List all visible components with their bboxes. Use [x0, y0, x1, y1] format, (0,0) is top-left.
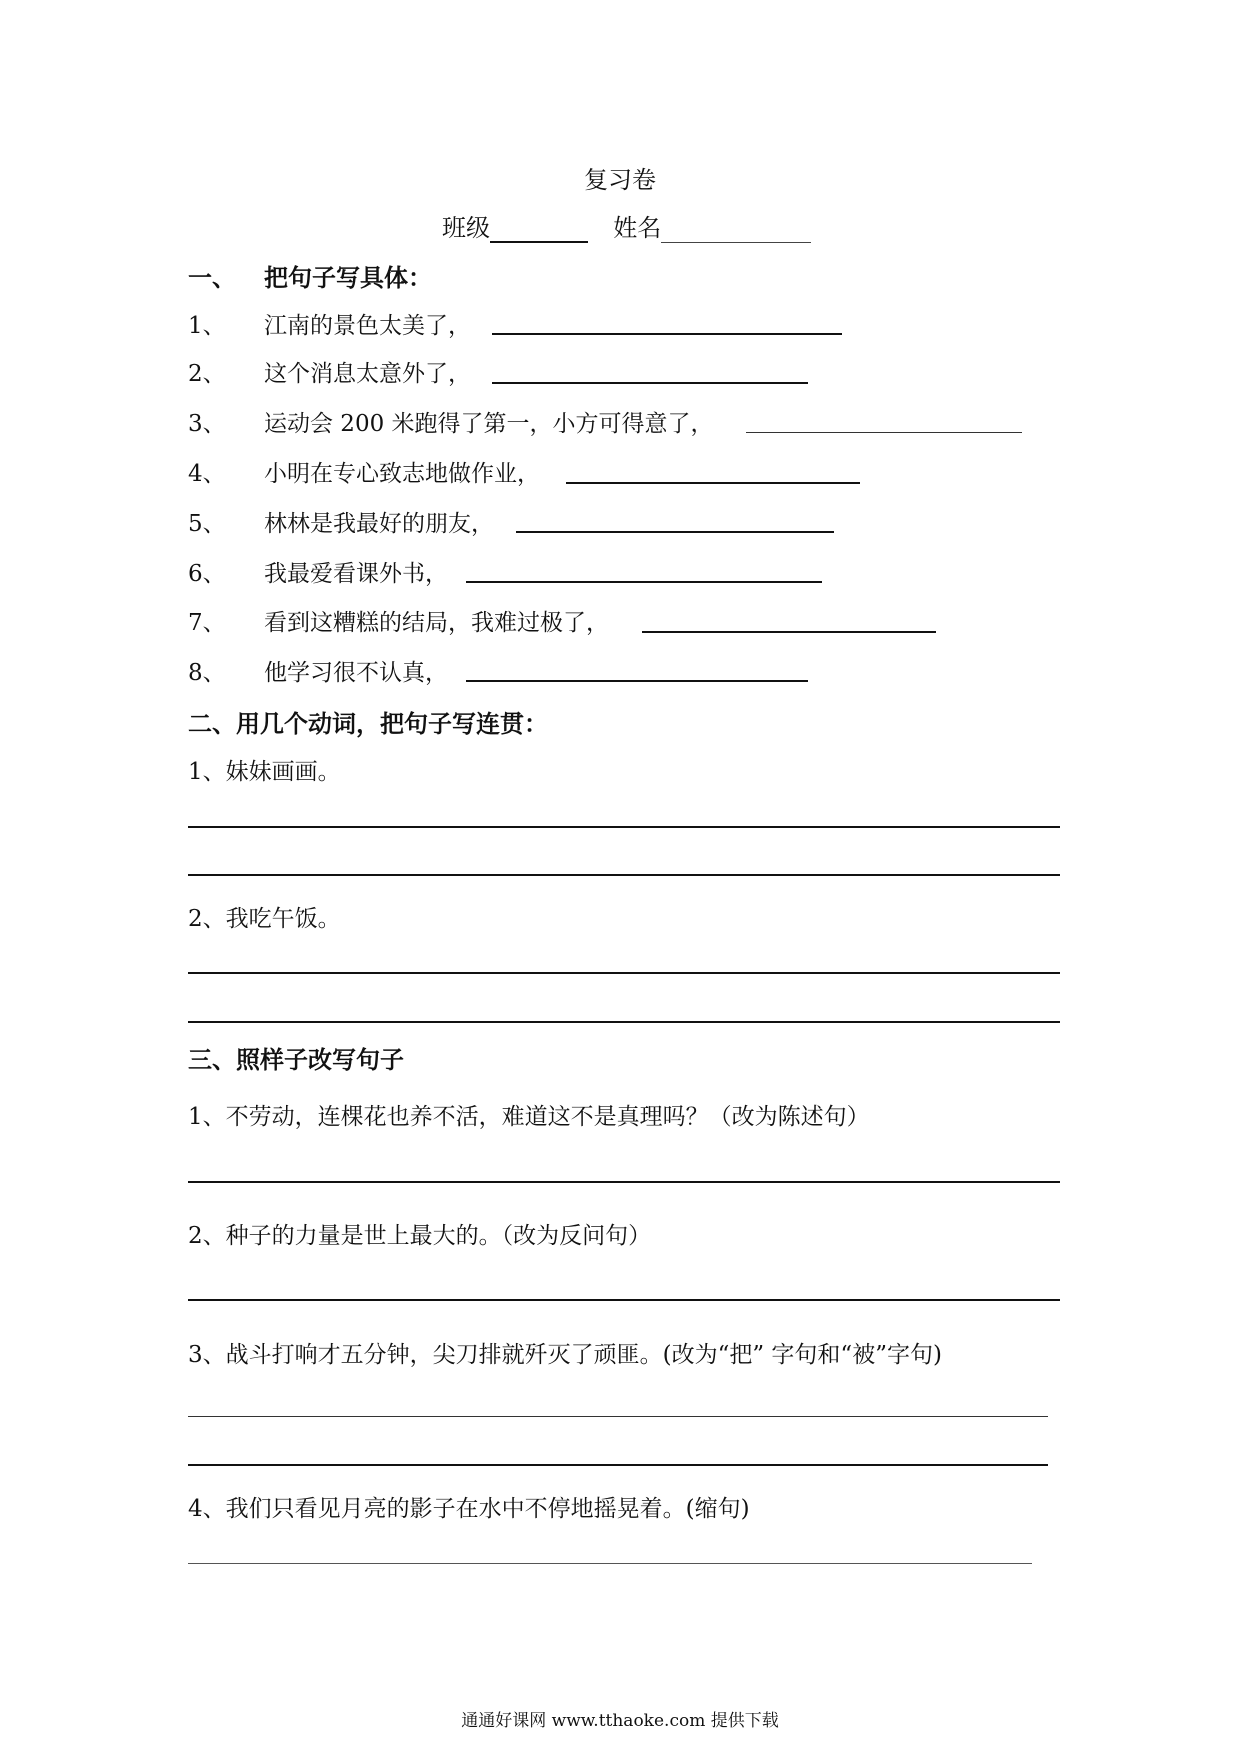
- page-footer: 通通好课网 www.tthaoke.com 提供下载: [461, 1711, 779, 1731]
- section-2-heading: 二、用几个动词，把句子写连贯：: [188, 709, 548, 738]
- s1-q8-number: 8、: [188, 660, 226, 686]
- s3-q3-answer-line-1[interactable]: [188, 1416, 1048, 1417]
- class-label: 班级: [442, 214, 490, 242]
- s1-q7-answer-line[interactable]: [642, 631, 936, 633]
- s2-q2-answer-line-2[interactable]: [188, 1021, 1060, 1023]
- s1-q1-text: 江南的景色太美了，: [264, 313, 471, 339]
- s1-q8-answer-line[interactable]: [466, 680, 808, 682]
- s1-q1-number: 1、: [188, 313, 226, 339]
- s2-q2-text: 2、我吃午饭。: [188, 906, 341, 932]
- s2-q1-answer-line-2[interactable]: [188, 874, 1060, 876]
- s3-q3-text: 3、战斗打响才五分钟，尖刀排就歼灭了顽匪。(改为“把” 字句和“被”字句): [188, 1342, 942, 1368]
- s3-q4-text: 4、我们只看见月亮的影子在水中不停地摇晃着。(缩句): [188, 1496, 750, 1522]
- s1-q3-text: 运动会 200 米跑得了第一，小方可得意了，: [264, 411, 714, 437]
- s1-q6-number: 6、: [188, 561, 226, 587]
- s1-q2-number: 2、: [188, 361, 226, 387]
- s3-q2-answer-line[interactable]: [188, 1299, 1060, 1301]
- s1-q4-answer-line[interactable]: [566, 482, 860, 484]
- s1-q1-answer-line[interactable]: [492, 333, 842, 335]
- class-name-line: [442, 208, 811, 243]
- s1-q5-number: 5、: [188, 511, 226, 537]
- s1-q6-answer-line[interactable]: [466, 581, 822, 583]
- s1-q6-text: 我最爱看课外书，: [264, 561, 448, 587]
- s1-q3-number: 3、: [188, 411, 226, 437]
- name-blank[interactable]: [661, 216, 811, 243]
- s3-q3-answer-line-2[interactable]: [188, 1464, 1048, 1466]
- s2-q2-answer-line-1[interactable]: [188, 972, 1060, 974]
- name-label: 姓名: [613, 214, 662, 242]
- s1-q5-text: 林林是我最好的朋友，: [264, 511, 494, 537]
- s3-q2-text: 2、种子的力量是世上最大的。（改为反问句）: [188, 1223, 652, 1249]
- s2-q1-answer-line-1[interactable]: [188, 826, 1060, 828]
- s2-q1-text: 1、妹妹画画。: [188, 759, 341, 785]
- section-3-heading: 三、照样子改写句子: [188, 1045, 404, 1074]
- s3-q1-answer-line[interactable]: [188, 1181, 1060, 1183]
- section-1-heading: 把句子写具体：: [264, 263, 432, 292]
- page-title: 复习卷: [584, 166, 656, 194]
- s1-q7-text: 看到这糟糕的结局，我难过极了，: [264, 610, 609, 636]
- s1-q8-text: 他学习很不认真，: [264, 660, 448, 686]
- s1-q5-answer-line[interactable]: [516, 531, 834, 533]
- s1-q2-answer-line[interactable]: [492, 382, 808, 384]
- s3-q1-text: 1、不劳动，连棵花也养不活，难道这不是真理吗？（改为陈述句）: [188, 1104, 870, 1130]
- s1-q4-text: 小明在专心致志地做作业，: [264, 461, 540, 487]
- s1-q4-number: 4、: [188, 461, 226, 487]
- s1-q3-answer-line[interactable]: [746, 432, 1022, 433]
- s1-q7-number: 7、: [188, 610, 226, 636]
- s1-q2-text: 这个消息太意外了，: [264, 361, 471, 387]
- section-1-number: 一、: [188, 263, 236, 292]
- class-blank[interactable]: [490, 215, 588, 243]
- s3-q4-answer-line[interactable]: [188, 1563, 1032, 1564]
